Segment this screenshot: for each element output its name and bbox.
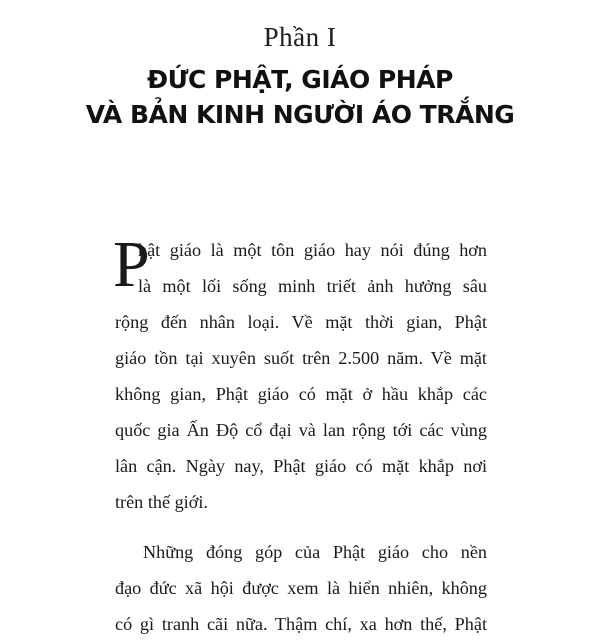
text-line: quốc gia Ấn Độ cổ đại và lan rộng tới các vùng	[115, 420, 487, 440]
paragraph	[113, 228, 487, 520]
text-line: Những đóng góp của Phật giáo cho nền	[143, 542, 487, 562]
text-line: giáo tồn tại xuyên suốt trên 2.500 năm. Về mặt	[115, 348, 487, 368]
text-line: trên thế giới.	[115, 492, 208, 512]
drop-cap: P	[113, 228, 150, 301]
part-label: Phần I	[263, 22, 337, 52]
text-line: có gì tranh cãi nữa. Thậm chí, xa hơn thế, Phật	[115, 614, 487, 634]
text-line: rộng đến nhân loại. Về mặt thời gian, Phật	[115, 312, 487, 332]
text-line: đạo đức xã hội được xem là hiển nhiên, không	[115, 578, 487, 598]
text-line: là một lối sống minh triết ảnh hưởng sâu	[138, 276, 487, 296]
text-line: lân cận. Ngày nay, Phật giáo có mặt khắp nơi	[115, 456, 487, 476]
body-text	[113, 228, 487, 642]
text-line: hật giáo là một tôn giáo hay nói đúng hơn	[138, 240, 487, 260]
chapter-title-line: ĐỨC PHẬT, GIÁO PHÁP	[147, 65, 453, 94]
paragraph	[115, 534, 487, 642]
text-line: không gian, Phật giáo có mặt ở hầu khắp các	[115, 384, 487, 404]
chapter-title-line: VÀ BẢN KINH NGƯỜI ÁO TRẮNG	[85, 100, 515, 129]
chapter-title	[0, 62, 600, 132]
